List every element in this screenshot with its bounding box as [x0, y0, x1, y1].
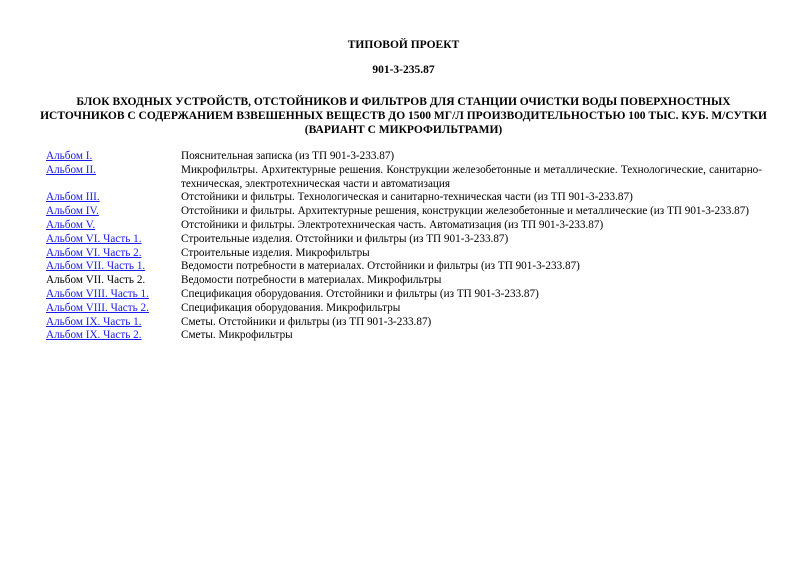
- album-label-cell: [46, 150, 181, 164]
- album-description: Спецификация оборудования. Отстойники и фильтры (из ТП 901-3-233.87): [181, 287, 539, 300]
- album-row: [46, 164, 762, 192]
- album-link[interactable]: Альбом IV.: [46, 205, 99, 218]
- album-row: [46, 260, 762, 274]
- album-link[interactable]: Альбом VII. Часть 1.: [46, 260, 146, 273]
- album-link[interactable]: Альбом II.: [46, 163, 96, 176]
- album-description: Микрофильтры. Архитектурные решения. Конструкции железобетонные и металлические. Технологические, санитарно-техническая, электротехническая части и автоматизация: [181, 163, 762, 190]
- album-label: Альбом VII. Часть 2.: [46, 274, 146, 287]
- albums-list: [46, 150, 762, 343]
- album-row: [46, 247, 762, 261]
- album-description: Отстойники и фильтры. Технологическая и санитарно-техническая части (из ТП 901-3-233.87): [181, 191, 633, 204]
- album-label-cell: [46, 274, 181, 288]
- album-description: Пояснительная записка (из ТП 901-3-233.87): [181, 150, 395, 162]
- album-row: [46, 316, 762, 330]
- album-label-cell: [46, 329, 181, 343]
- album-link[interactable]: Альбом I.: [46, 150, 93, 162]
- album-description: Отстойники и фильтры. Электротехническая часть. Автоматизация (из ТП 901-3-233.87): [181, 218, 604, 231]
- album-description: Строительные изделия. Микрофильтры: [181, 246, 370, 259]
- album-label-cell: [46, 302, 181, 316]
- project-title-heading: БЛОК ВХОДНЫХ УСТРОЙСТВ, ОТСТОЙНИКОВ И ФИЛЬТРОВ ДЛЯ СТАНЦИИ ОЧИСТКИ ВОДЫ ПОВЕРХНОСТНЫХ ИСТОЧНИКОВ С СОДЕРЖАНИЕМ ВЗВЕШЕННЫХ ВЕЩЕСТВ ДО 1500 МГ/Л ПРОИЗВОДИТЕЛЬНОСТЬЮ 100 ТЫС. КУБ. М/СУТКИ (ВАРИАНТ С МИКРОФИЛЬТРАМИ): [40, 96, 767, 136]
- album-description: Сметы. Отстойники и фильтры (из ТП 901-3-233.87): [181, 315, 432, 328]
- album-link[interactable]: Альбом IX. Часть 2.: [46, 329, 142, 342]
- album-row: [46, 233, 762, 247]
- album-row: [46, 329, 762, 343]
- album-label-cell: [46, 316, 181, 330]
- album-description: Спецификация оборудования. Микрофильтры: [181, 301, 401, 314]
- album-label-cell: [46, 288, 181, 302]
- album-label-cell: [46, 164, 181, 192]
- album-row: [46, 274, 762, 288]
- album-link[interactable]: Альбом VI. Часть 2.: [46, 246, 142, 259]
- album-label-cell: [46, 205, 181, 219]
- album-label-cell: [46, 233, 181, 247]
- album-row: [46, 205, 762, 219]
- album-link[interactable]: Альбом VIII. Часть 2.: [46, 301, 149, 314]
- album-label-cell: [46, 260, 181, 274]
- album-label-cell: [46, 219, 181, 233]
- album-row: [46, 219, 762, 233]
- album-label-cell: [46, 191, 181, 205]
- document-type-heading: ТИПОВОЙ ПРОЕКТ: [347, 39, 460, 51]
- album-link[interactable]: Альбом IX. Часть 1.: [46, 315, 142, 328]
- album-link[interactable]: Альбом VI. Часть 1.: [46, 232, 142, 245]
- album-description: Сметы. Микрофильтры: [181, 329, 293, 342]
- project-code-heading: 901-3-235.87: [372, 64, 435, 76]
- album-link[interactable]: Альбом V.: [46, 218, 96, 231]
- album-link[interactable]: Альбом VIII. Часть 1.: [46, 287, 149, 300]
- album-row: [46, 191, 762, 205]
- album-row: [46, 302, 762, 316]
- album-row: [46, 288, 762, 302]
- album-description: Отстойники и фильтры. Архитектурные решения, конструкции железобетонные и металлические (из ТП 901-3-233.87): [181, 205, 750, 218]
- album-description: Ведомости потребности в материалах. Микрофильтры: [181, 274, 442, 287]
- album-description: Ведомости потребности в материалах. Отстойники и фильтры (из ТП 901-3-233.87): [181, 260, 580, 273]
- album-description: Строительные изделия. Отстойники и фильтры (из ТП 901-3-233.87): [181, 232, 509, 245]
- album-row: [46, 150, 762, 164]
- album-label-cell: [46, 247, 181, 261]
- album-link[interactable]: Альбом III.: [46, 191, 100, 204]
- albums-table: [46, 150, 762, 343]
